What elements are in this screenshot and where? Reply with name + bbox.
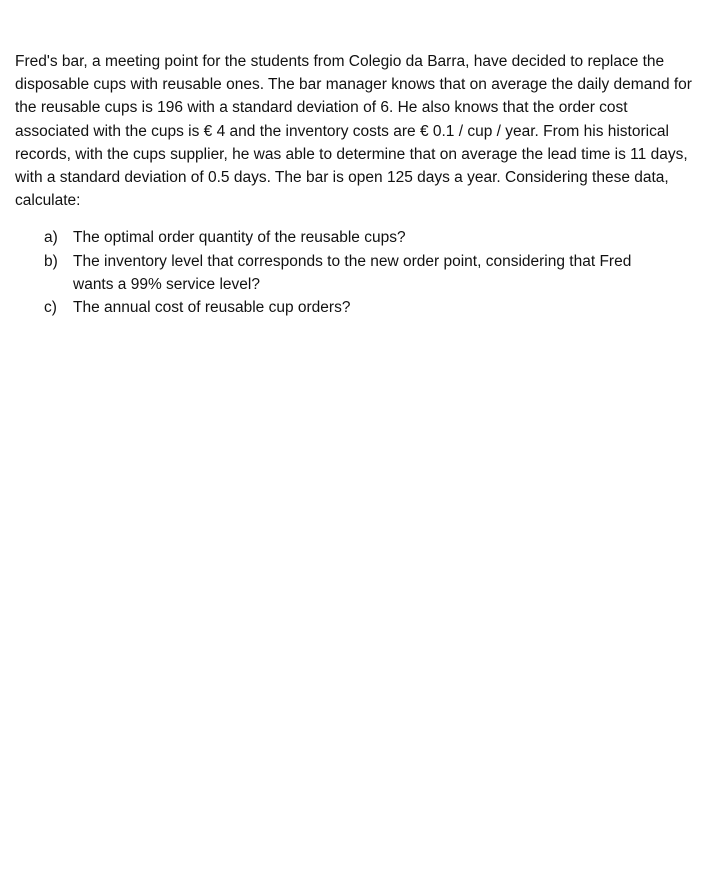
question-a-text: The optimal order quantity of the reusable cups? [73,229,406,247]
question-list [15,226,695,319]
question-a [15,226,695,249]
question-c-text: The annual cost of reusable cup orders? [73,299,351,317]
question-b-text: The inventory level that corresponds to the new order point, considering that Fred wants a 99% service level? [73,252,632,293]
problem-paragraph: Fred's bar, a meeting point for the students from Colegio da Barra, have decided to replace the disposable cups with reusable ones. The bar manager knows that on average the daily demand for the reusable cups is 196 with a standard deviation of 6. He also knows that the order cost associated with the cups is € 4 and the inventory costs are € 0.1 / cup / year. From his historical records, with the cups supplier, he was able to determine that on average the lead time is 11 days, with a standard deviation of 0.5 days. The bar is open 125 days a year. Considering these data, calculate: [15,53,692,210]
question-b-marker: b) [44,252,58,270]
question-b [15,250,695,296]
question-c-marker: c) [44,299,57,317]
question-a-marker: a) [44,229,58,247]
problem-statement [15,50,695,319]
question-c [15,296,695,319]
